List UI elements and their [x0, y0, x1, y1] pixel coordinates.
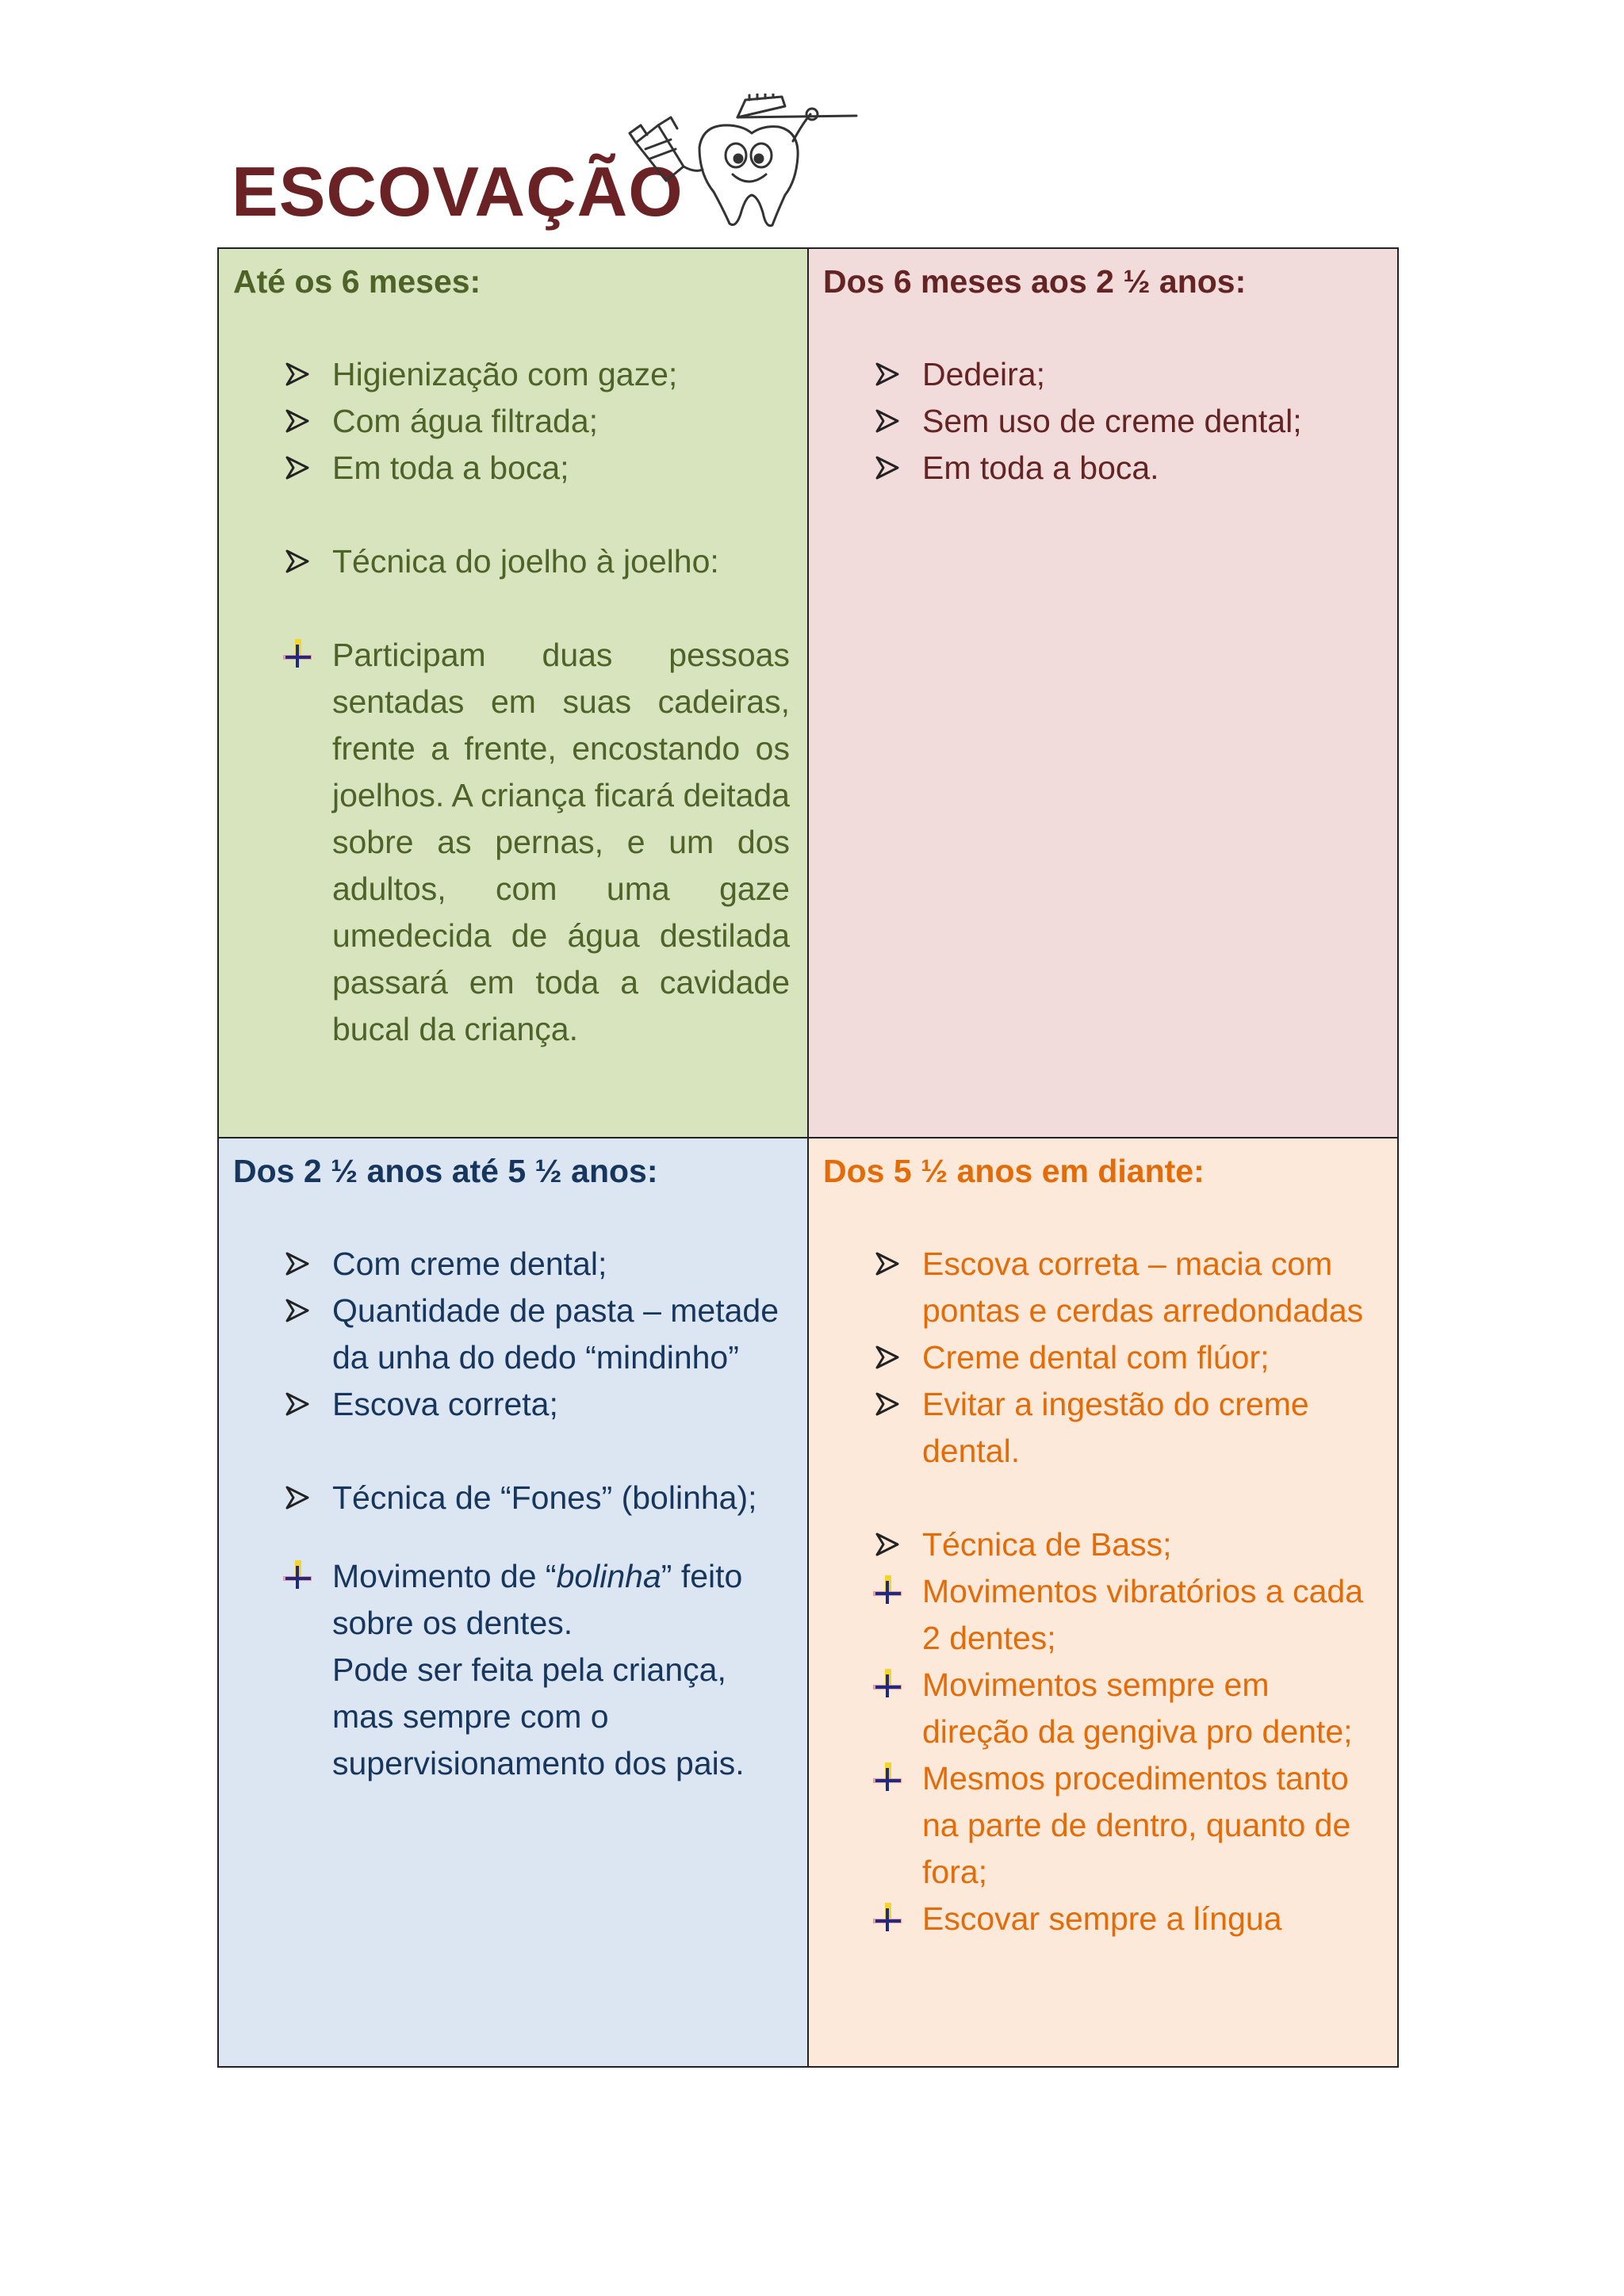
list-item: Sem uso de creme dental;: [823, 398, 1380, 445]
list-item: Mesmos procedimentos tanto na parte de dentro, quanto de fora;: [823, 1755, 1380, 1896]
arrowhead-bullet-icon: [875, 1392, 899, 1416]
list-item: Com água filtrada;: [233, 398, 790, 445]
list-item: Dedeira;: [823, 351, 1380, 398]
list-item: Em toda a boca;: [233, 445, 790, 492]
arrowhead-bullet-icon: [875, 1252, 899, 1276]
list-item: Creme dental com flúor;: [823, 1334, 1380, 1381]
list-item: Técnica de “Fones” (bolinha);: [233, 1475, 790, 1521]
cross-bullet-icon: [872, 1762, 902, 1792]
arrowhead-bullet-icon: [875, 1345, 899, 1369]
cross-bullet-icon: [872, 1668, 902, 1698]
arrowhead-bullet-icon: [285, 409, 309, 433]
cross-bullet-icon: [282, 638, 312, 668]
list-item: Higienização com gaze;: [233, 351, 790, 398]
arrowhead-bullet-icon: [285, 456, 309, 480]
cell-6-months-to-2-5-years: [809, 249, 1397, 1138]
list-item: Movimentos sempre em direção da gengiva pro dente;: [823, 1662, 1380, 1755]
arrowhead-bullet-icon: [875, 409, 899, 433]
arrowhead-bullet-icon: [875, 456, 899, 480]
page-title: ESCOVAÇÃO: [232, 152, 684, 231]
cell-heading: Até os 6 meses:: [233, 263, 481, 300]
list-item: Quantidade de pasta – metade da unha do dedo “mindinho”: [233, 1288, 790, 1381]
arrowhead-bullet-icon: [875, 362, 899, 386]
cell-2-5-to-5-5-years: [219, 1138, 809, 2066]
tooth-brushing-icon: [626, 94, 864, 230]
list-item: Técnica de Bass;: [823, 1521, 1380, 1568]
arrowhead-bullet-icon: [285, 549, 309, 573]
cell-heading: Dos 6 meses aos 2 ½ anos:: [823, 263, 1247, 300]
list-item: Evitar a ingestão do creme dental.: [823, 1381, 1380, 1475]
cross-bullet-icon: [282, 1559, 312, 1590]
cell-5-5-years-onward: [809, 1138, 1397, 2066]
cell-heading: Dos 2 ½ anos até 5 ½ anos:: [233, 1153, 658, 1189]
list-item: Escovar sempre a língua: [823, 1896, 1380, 1942]
list-item: Movimentos vibratórios a cada 2 dentes;: [823, 1568, 1380, 1662]
cross-bullet-icon: [872, 1575, 902, 1605]
arrowhead-bullet-icon: [285, 1252, 309, 1276]
arrowhead-bullet-icon: [285, 362, 309, 386]
arrowhead-bullet-icon: [285, 1299, 309, 1322]
list-item: Técnica do joelho à joelho:: [233, 538, 790, 585]
cross-bullet-icon: [872, 1902, 902, 1932]
arrowhead-bullet-icon: [875, 1533, 899, 1556]
list-item: Participam duas pessoas sentadas em suas cadeiras, frente a frente, encostando os joelhos. A criança ficará deitada sobre as pernas, e um dos adultos, com uma gaze umedecida de água destilada passará em toda a cavidade bucal da criança.: [233, 632, 790, 1053]
cell-until-6-months: [219, 249, 809, 1138]
cell-heading: Dos 5 ½ anos em diante:: [823, 1153, 1205, 1189]
list-item: Escova correta – macia com pontas e cerdas arredondadas: [823, 1241, 1380, 1334]
list-item: Com creme dental;: [233, 1241, 790, 1288]
arrowhead-bullet-icon: [285, 1392, 309, 1416]
list-item: Movimento de “bolinha” feito sobre os dentes. Pode ser feita pela criança, mas sempre com o supervisionamento dos pais.: [233, 1553, 790, 1787]
list-item: Em toda a boca.: [823, 445, 1380, 492]
list-item: Escova correta;: [233, 1381, 790, 1428]
arrowhead-bullet-icon: [285, 1486, 309, 1510]
brushing-grid: [217, 247, 1399, 2068]
